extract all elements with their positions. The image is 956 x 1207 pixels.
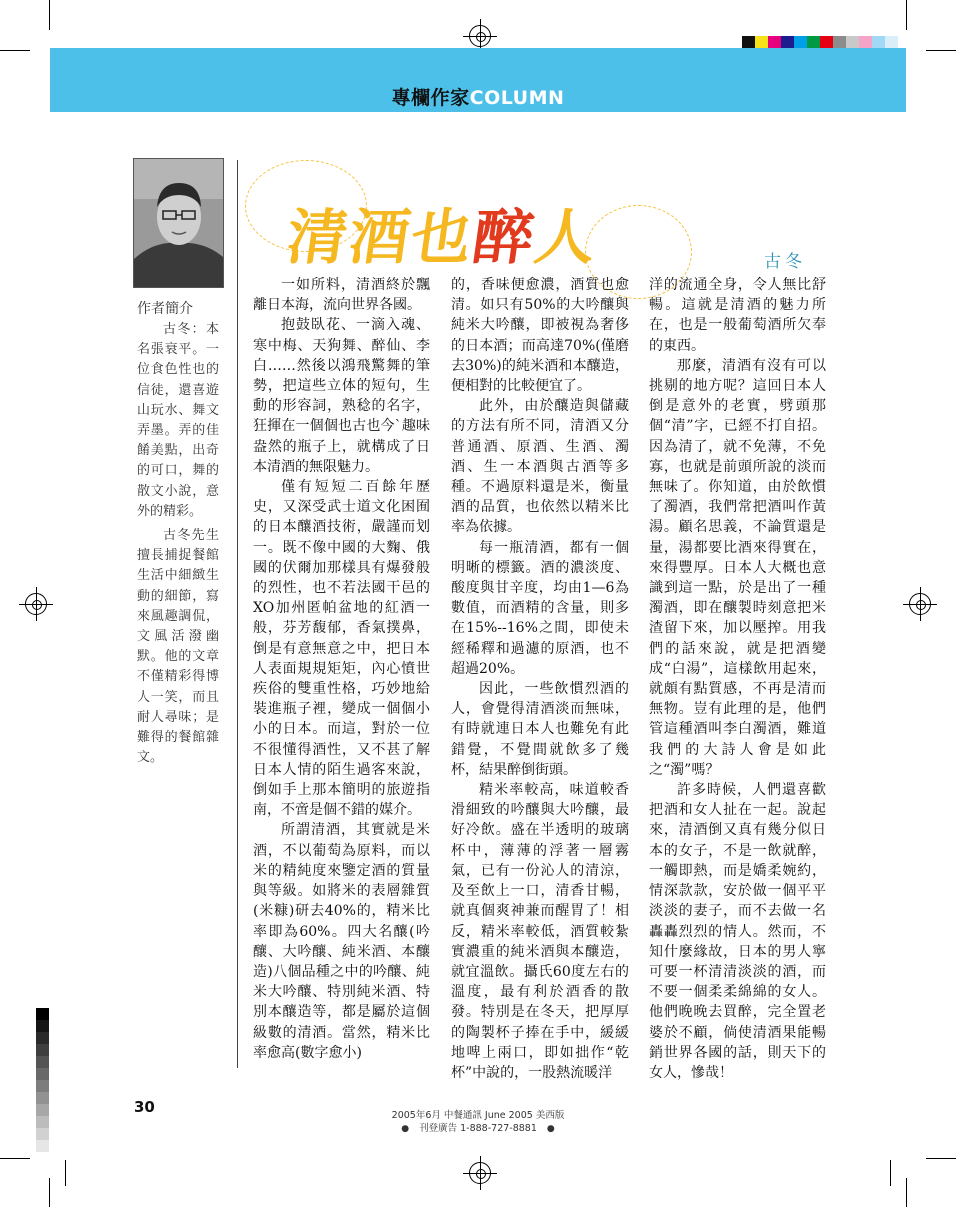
article-paragraph: 每一瓶清酒，都有一個明晰的標籤。酒的濃淡度、酸度與甘辛度，均由1—6為數值，而酒精的含量，則多在15%--16%之間，即使未經稀釋和過濾的原酒，也不超過20%。 bbox=[451, 539, 629, 677]
footer-issue: 2005年6月 中餐通訊 June 2005 美西版 bbox=[391, 1110, 565, 1121]
article-paragraph: 所謂清酒，其實就是米酒，不以葡萄為原料，而以米的精純度來鑒定酒的質量與等級。如將米的表層雜質(米糠)研去40%的，精米比率即為60%。四大名釀(吟釀、大吟釀、純米酒、本釀造)八個品種之中的吟釀、純米大吟釀、特別純米酒、特別本釀造等，都是屬於這個級數的清酒。當然，精米比率愈高(數字愈小) bbox=[253, 822, 430, 1061]
article-column-1 bbox=[253, 275, 430, 1063]
author-bio bbox=[137, 320, 219, 772]
registration-mark-icon bbox=[469, 25, 491, 47]
crop-mark bbox=[906, 1178, 907, 1207]
crop-mark bbox=[906, 0, 907, 30]
article-paragraph: 那麼，清酒有沒有可以挑剔的地方呢？這回日本人倒是意外的老實，劈頭那個“清”字，已經不打自招。因為清了，就不免薄，不免寡，也就是前頭所說的淡而無味了。你知道，由於飲慣了濁酒，我們常把酒叫作黃湯。顧名思義，不論質還是量，湯都要比酒來得實在，來得豐厚。日本人大概也意識到這一點，於是出了一種濁酒，即在釀製時刻意把米渣留下來，加以壓搾。用我們的話來說，就是把酒變成“白湯”，這樣飲用起來，就頗有點質感，不再是清而無物。豈有此理的是，他們管這種酒叫李白濁酒，難道我們的大詩人會是如此之“濁”嗎？ bbox=[649, 357, 826, 778]
registration-mark-icon bbox=[469, 1162, 491, 1184]
gray-swatch bbox=[36, 1080, 49, 1092]
article-paragraph: 洋的流通全身，令人無比舒暢。這就是清酒的魅力所在，也是一般葡萄酒所欠奉的東西。 bbox=[649, 277, 826, 354]
author-bio-paragraph: 古冬：本名張衰平。一位食色性也的信徒，還喜遊山玩水、舞文弄墨。弄的佳餚美點，出奇的可口，舞的散文小說，意外的精彩。 bbox=[137, 322, 219, 519]
gray-swatch bbox=[36, 1032, 49, 1044]
article-paragraph: 因此，一些飲慣烈酒的人，會覺得清酒淡而無味，有時就連日本人也難免有此錯覺，不覺間就飲多了幾杯，結果醉倒街頭。 bbox=[451, 681, 629, 778]
article-paragraph: 抱鼓臥花、一滴入魂、寒中梅、天狗舞、醉仙、李白……然後以鴻飛驚舞的筆勢，把這些立体的短句，生動的形容詞，熟稔的名字，狂揮在一個個也古也今`趣味盎然的瓶子上，就構成了日本清酒的無限魅力。 bbox=[253, 317, 430, 475]
crop-mark bbox=[65, 1160, 66, 1186]
article-paragraph: 許多時候，人們還喜歡把酒和女人扯在一起。說起來，清酒倒又真有幾分似日本的女子，不是一飲就醉，一觸即熱，而是嬌柔婉約，情深款款，安於做一個平平淡淡的妻子，而不去做一名轟轟烈烈的情人。然而，不知什麼緣故，日本的男人寧可要一杯清清淡淡的酒，而不要一個柔柔綿綿的女人。他們晚晚去買醉，完全置老婆於不顧，倘使清酒果能暢銷世界各國的話，則天下的女人，慘哉！ bbox=[649, 782, 826, 1081]
article-title bbox=[282, 190, 604, 276]
author-bio-paragraph: 古冬先生擅長捕捉餐館生活中細緻生動的細節，寫來風趣調侃，文風活潑幽默。他的文章不僅精彩得博人一笑，而且耐人尋味；是難得的餐館雜文。 bbox=[137, 528, 219, 766]
section-title-en: COLUMN bbox=[469, 87, 565, 109]
article-paragraph: 僅有短短二百餘年歷史，又深受武士道文化困囿的日本釀酒技術，嚴謹而划一。既不像中國的大麴、俄國的伏爾加那樣具有爆發般的烈性，也不若法國干邑的XO加州匿帕盆地的紅酒一般，芬芳馥郁，香氣撲鼻，倒是有意無意之中，把日本人表面規規矩矩，內心憤世疾俗的雙重性格，巧妙地給裝進瓶子裡，變成一個個小小的日本。而這，對於一位不很懂得酒性，又不甚了解日本人情的陌生過客來說，倒如手上那本簡明的旅遊指南，不啻是個不錯的媒介。 bbox=[253, 479, 430, 819]
article-author: 古冬 bbox=[764, 252, 806, 272]
crop-mark bbox=[0, 50, 30, 51]
page-number: 30 bbox=[134, 1098, 155, 1116]
gray-swatch bbox=[36, 1140, 49, 1152]
column-divider bbox=[237, 160, 238, 1068]
footer-ad: 刊登廣告 1-888-727-8881 bbox=[419, 1123, 537, 1134]
article-paragraph: 此外，由於釀造與儲藏的方法有所不同，清酒又分普通酒、原酒、生酒、濁酒、生一本酒與古酒等多種。不過原料還是米，衡量酒的品質，也依然以精米比率為依據。 bbox=[451, 398, 629, 536]
footer-line-1 bbox=[0, 1107, 956, 1121]
article-paragraph: 一如所料，清酒終於飄離日本海，流向世界各國。 bbox=[253, 277, 430, 314]
gray-swatch bbox=[36, 1068, 49, 1080]
crop-mark bbox=[0, 1158, 30, 1159]
registration-mark-icon bbox=[25, 593, 47, 615]
author-photo bbox=[133, 158, 224, 288]
bullet-icon: ● bbox=[546, 1124, 555, 1134]
bullet-icon: ● bbox=[401, 1124, 410, 1134]
article-paragraph: 精米率較高，味道較香滑細致的吟釀與大吟釀，最好冷飲。盛在半透明的玻璃杯中，薄薄的浮著一層霧氣，已有一份沁人的清涼，及至飲上一口，清香甘暢，就真個爽神兼而醒胃了！相反，精米率較低，酒質較紮實濃重的純米酒與本釀造，就宜溫飲。攝氏60度左右的溫度，最有利於酒香的散發。特別是在冬天，把厚厚的陶製杯子捧在手中，緩緩地啤上兩口，即如拙作“乾杯”中說的，一股熱流暖洋 bbox=[451, 782, 629, 1081]
article-title-highlight: 醉 bbox=[468, 203, 541, 273]
header-banner bbox=[50, 48, 906, 112]
crop-mark bbox=[926, 50, 956, 51]
gray-swatch bbox=[36, 1008, 49, 1020]
article-paragraph: 的，香味便愈濃，酒質也愈清。如只有50%的大吟釀與純米大吟釀，即被視為奢侈的日本酒；而高達70%(僅磨去30%)的純米酒和本釀造，便相對的比較便宜了。 bbox=[451, 277, 629, 395]
gray-swatch bbox=[36, 1044, 49, 1056]
author-portrait-icon bbox=[134, 159, 223, 287]
gray-swatch bbox=[36, 1020, 49, 1032]
crop-mark bbox=[49, 1178, 50, 1207]
section-title bbox=[50, 83, 906, 110]
article-title-part: 清酒也 bbox=[282, 203, 479, 273]
article-column-3 bbox=[649, 275, 826, 1083]
article-title-part: 人 bbox=[530, 203, 603, 273]
gray-swatch bbox=[36, 1056, 49, 1068]
author-bio-heading: 作者簡介 bbox=[137, 301, 193, 317]
registration-mark-icon bbox=[909, 593, 931, 615]
article-column-2 bbox=[451, 275, 629, 1083]
gray-swatch bbox=[36, 1092, 49, 1104]
crop-mark bbox=[890, 1160, 891, 1186]
footer-line-2 bbox=[0, 1120, 956, 1134]
crop-mark bbox=[926, 1158, 956, 1159]
section-title-zh: 專欄作家 bbox=[391, 87, 470, 109]
crop-mark bbox=[49, 0, 50, 30]
